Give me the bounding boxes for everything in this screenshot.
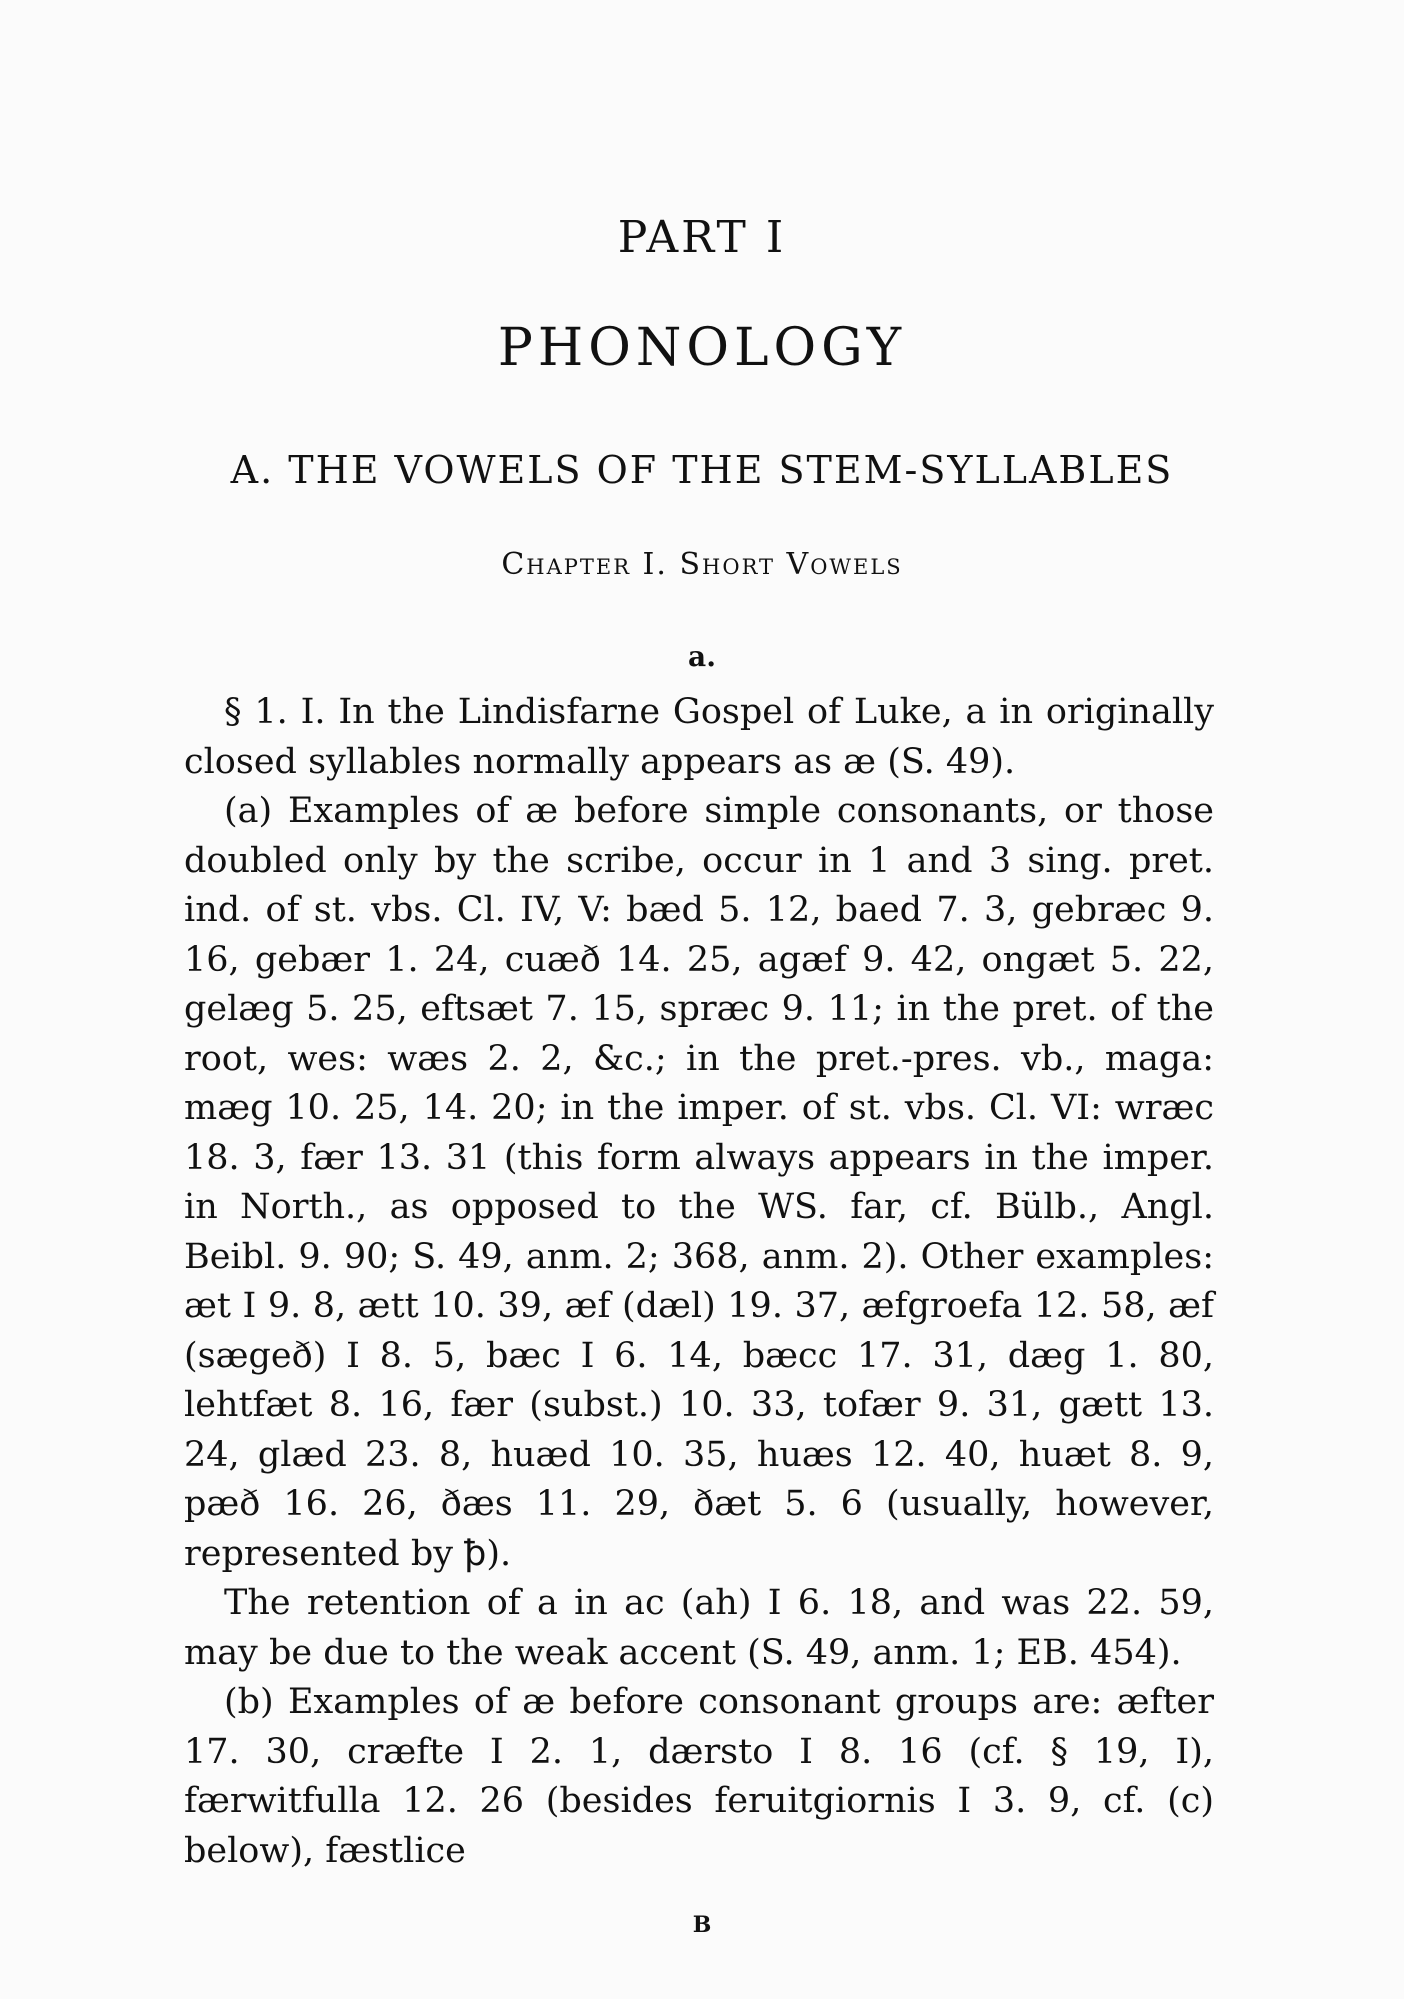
- paragraph-examples-a: (a) Examples of æ before simple consonants, or those doubled only by the scribe, occur in 1 and 3 sing. pret. ind. of st. vbs. Cl. IV, V: bæd 5. 12, baed 7. 3, gebræc 9. 16, gebær 1. 24, cuæð 14. 25, agæf 9. 42, ongæt 5. 22, gelæg 5. 25, eftsæt 7. 15, spræc 9. 11; in the pret. of the root, wes: wæs 2. 2, &c.; in the pret.-pres. vb., maga: mæg 10. 25, 14. 20; in the imper. of st. vbs. Cl. VI: wræc 18. 3, fær 13. 31 (this form always appears in the imper. in North., as opposed to the WS. far, cf. Bülb., Angl. Beibl. 9. 90; S. 49, anm. 2; 368, anm. 2). Other examples: æt I 9. 8, ætt 10. 39, æf (dæl) 19. 37, æfgroefa 12. 58, æf (sægeð) I 8. 5, bæc I 6. 14, bæcc 17. 31, dæg 1. 80, lehtfæt 8. 16, fær (subst.) 10. 33, tofær 9. 31, gætt 13. 24, glæd 23. 8, huæd 10. 35, huæs 12. 40, huæt 8. 9, pæð 16. 26, ðæs 11. 29, ðæt 5. 6 (usually, however, represented by ꝥ).: [184, 791, 1214, 1574]
- subsection-letter: a.: [688, 640, 716, 673]
- main-title: PHONOLOGY: [497, 318, 907, 378]
- body-text: [184, 688, 1214, 1876]
- paragraph-examples-b: (b) Examples of æ before consonant groups are: æfter 17. 30, cræfte I 2. 1, dærsto I 8. 16 (cf. § 19, I), færwitfulla 12. 26 (besides feruitgiornis I 3. 9, cf. (c) below), fæstlice: [184, 1682, 1214, 1871]
- section-title: A. THE VOWELS OF THE STEM-SYLLABLES: [230, 448, 1174, 492]
- paragraph-retention: The retention of a in ac (ah) I 6. 18, and was 22. 59, may be due to the weak accent (S. 49, anm. 1; EB. 454).: [184, 1583, 1214, 1673]
- chapter-title: Chapter I. Short Vowels: [501, 547, 903, 582]
- signature-mark: B: [692, 1912, 712, 1938]
- part-title: PART I: [617, 212, 787, 263]
- paragraph-section-1: § 1. I. In the Lindisfarne Gospel of Luke, a in originally closed syllables normally appears as æ (S. 49).: [184, 692, 1214, 782]
